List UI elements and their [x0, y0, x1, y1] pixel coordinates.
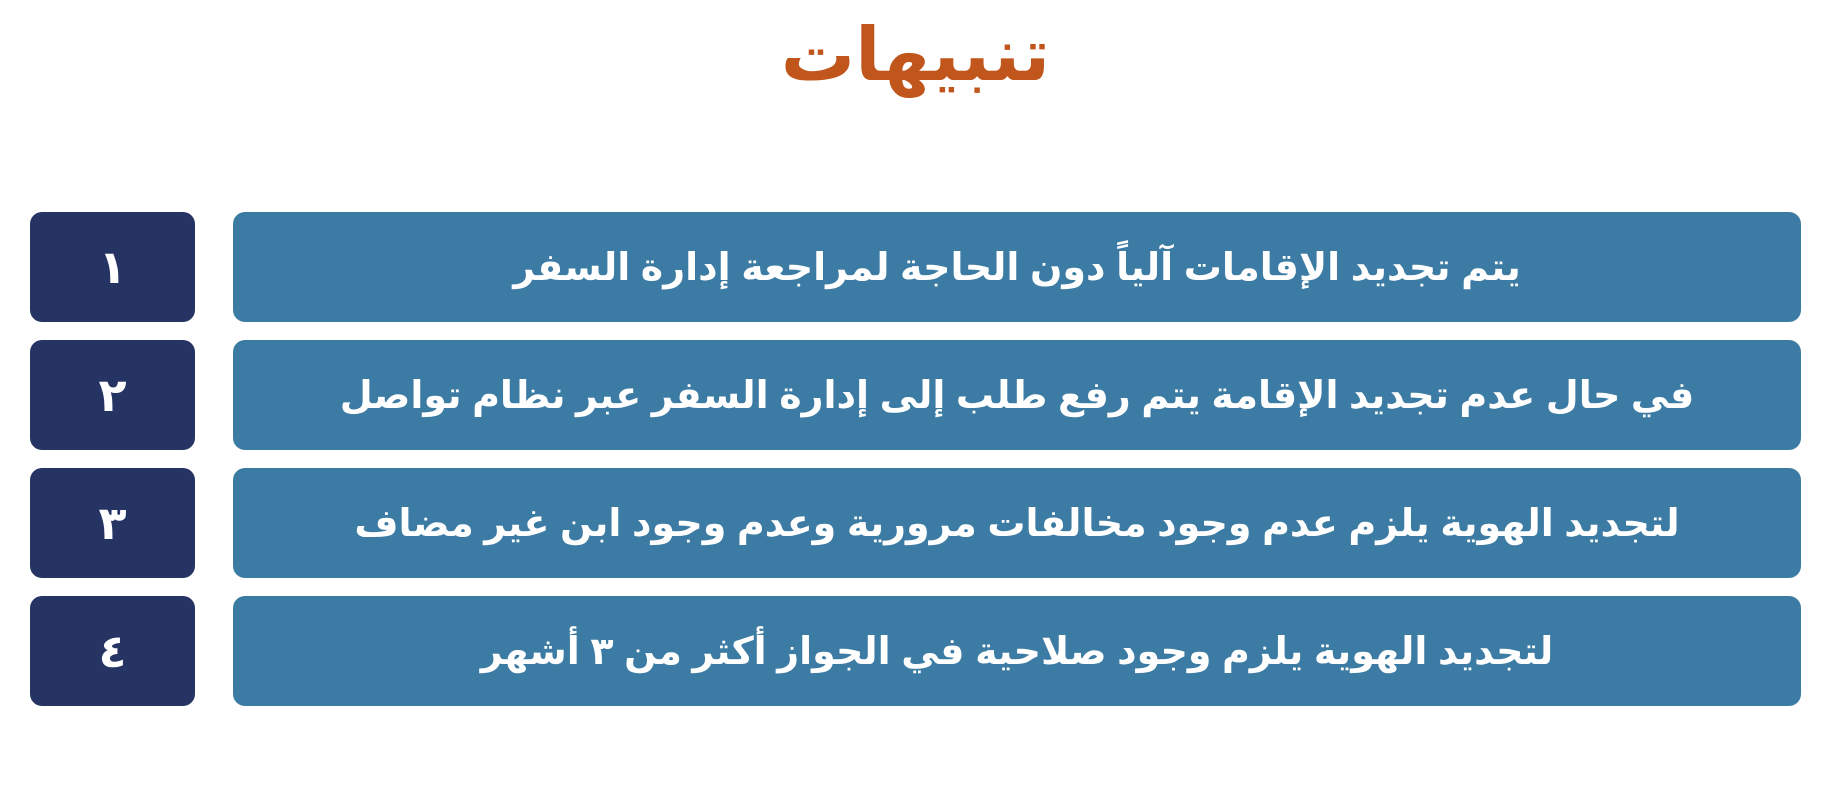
list-item — [30, 212, 1801, 322]
notice-number: ٤ — [30, 596, 195, 706]
notice-number: ٣ — [30, 468, 195, 578]
list-item — [30, 596, 1801, 706]
notice-text: في حال عدم تجديد الإقامة يتم رفع طلب إلى إدارة السفر عبر نظام تواصل — [233, 340, 1801, 450]
notice-text: لتجديد الهوية يلزم وجود صلاحية في الجواز أكثر من ٣ أشهر — [233, 596, 1801, 706]
notice-text: لتجديد الهوية يلزم عدم وجود مخالفات مرورية وعدم وجود ابن غير مضاف — [233, 468, 1801, 578]
notice-number: ٢ — [30, 340, 195, 450]
list-item — [30, 340, 1801, 450]
notice-number: ١ — [30, 212, 195, 322]
notice-text: يتم تجديد الإقامات آلياً دون الحاجة لمراجعة إدارة السفر — [233, 212, 1801, 322]
notices-list — [30, 212, 1801, 706]
list-item — [30, 468, 1801, 578]
page-title: تنبيهات — [780, 13, 1051, 96]
